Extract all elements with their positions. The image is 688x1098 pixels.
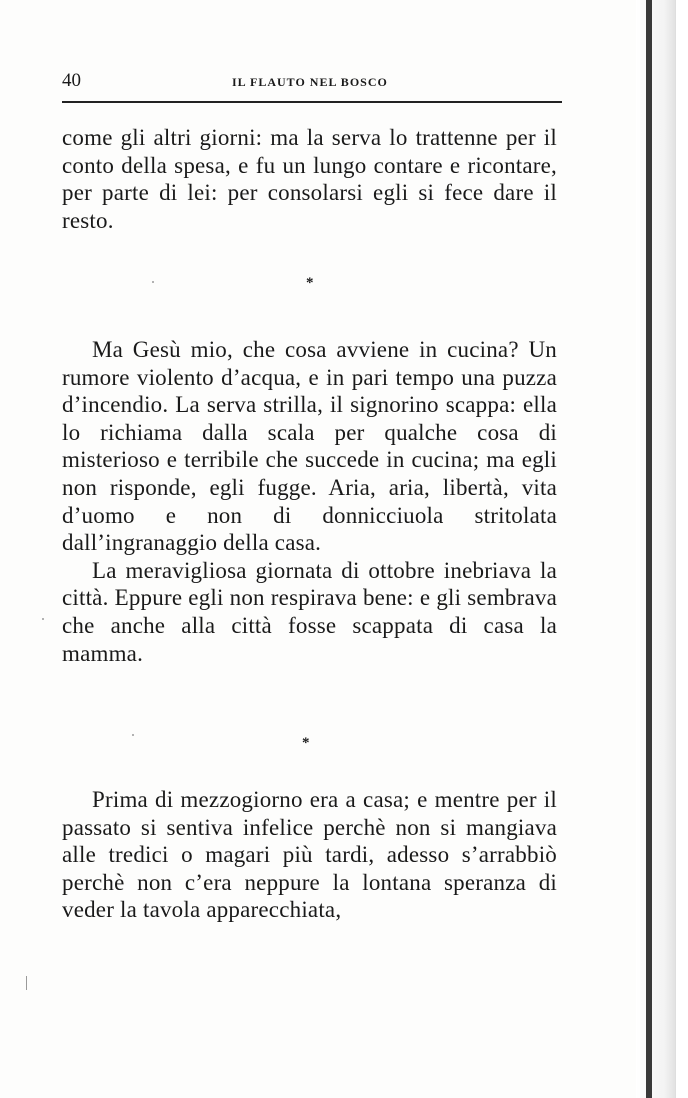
section-2 [62,336,557,667]
paragraph-october-day: La meravigliosa giornata di ottobre inebriava la città. Eppure egli non respirava bene: e gli sembrava che anche alla città fosse scappata di casa la mamma. [62,557,557,666]
page-number: 40 [62,70,81,91]
page-gutter-edge [676,0,688,1098]
paragraph-continuation: come gli altri giorni: ma la serva lo trattenne per il conto della spesa, e fu un lungo contare e ricontare, per parte di lei: per consolarsi egli si fece dare il resto. [62,125,557,233]
paper-speck [132,734,134,736]
paper-speck [152,281,154,283]
header-rule [62,101,562,103]
section-3 [62,786,557,924]
paper-speck [26,976,27,990]
paragraph-kitchen: Ma Gesù mio, che cosa avviene in cucina? Un rumore violento d’acqua, e in pari tempo una puzza d’incendio. La serva strilla, il signorino scappa: ella lo richiama dalla scala per qualche cosa di misterioso e terribile che succede in cucina; ma egli non risponde, egli fugge. Aria, aria, libertà, vita d’uomo e non di donnicciuola stritolata dall’ingranaggio della casa. [62,337,557,556]
section-separator-1: * [306,275,314,291]
paper-speck [42,618,44,620]
page-gutter-line [646,0,652,1098]
section-separator-2: * [302,735,310,751]
running-title: IL FLAUTO NEL BOSCO [232,75,388,89]
running-head [62,70,562,94]
paragraph-midday: Prima di mezzogiorno era a casa; e mentre per il passato si sentiva infelice perchè non si mangiava alle tredici o magari più tardi, adesso s’arrabbiò perchè non c’era neppure la lontana speranza di veder la tavola apparecchiata, [62,787,557,923]
section-1 [62,124,557,234]
